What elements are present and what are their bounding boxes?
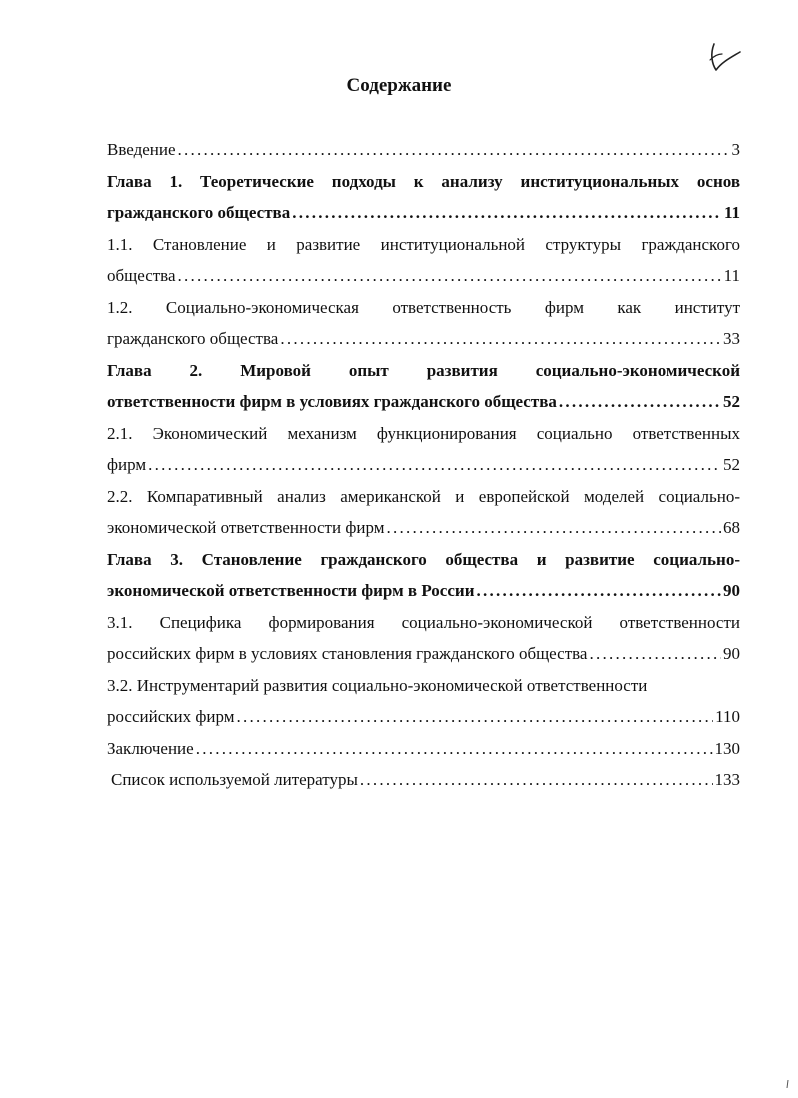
toc-entry-label: ответственности фирм в условиях гражданского общества [107,392,557,411]
toc-entry-label: общества [107,266,176,285]
toc-entry-bibliography [107,764,740,796]
toc-entry-label: гражданского общества [107,329,279,348]
toc-entry-title-line: Глава 2. Мировой опыт развития социально-экономической [107,360,740,380]
toc-entry-label: Заключение [107,738,194,758]
toc-page-number: 11 [723,203,740,222]
toc-page-number: 90 [723,581,740,600]
toc-entry-label: гражданского общества [107,203,291,222]
toc-entry-introduction [107,134,740,166]
page-title: Содержание [346,75,452,96]
toc-entry-label: Введение [107,140,176,159]
toc-entry-section-2-1 [107,418,740,481]
toc-entry-title-line: 1.2. Социально-экономическая ответственность фирм как институт [107,297,740,317]
toc-entry-title-line: 3.2. Инструментарий развития социально-экономической ответственности [107,675,648,695]
toc-entry-label: российских фирм [107,707,235,726]
dot-leader [292,197,722,229]
toc-entry-section-1-1 [107,229,740,292]
toc-page-number: 90 [723,644,740,663]
dot-leader [589,638,721,670]
toc-entry-title-line: Глава 1. Теоретические подходы к анализу институциональных основ [107,171,740,191]
toc-entry-label: экономической ответственности фирм [107,518,385,537]
toc-entry-label: Список используемой литературы [111,770,358,789]
dot-leader [386,512,721,544]
dot-leader [196,733,713,765]
dot-leader [236,701,713,733]
toc-page-number: 11 [723,266,740,285]
toc-page-number: 110 [715,707,740,726]
dot-leader [476,575,721,607]
toc-page-number: 52 [723,455,740,474]
toc-entry-title-line: 3.1. Специфика формирования социально-экономической ответственности [107,612,740,632]
toc-page-number: 3 [731,140,740,159]
toc-entry-label: фирм [107,455,147,474]
toc-entry-label: российских фирм в условиях становления гражданского общества [107,644,588,663]
toc-entry-title-line: Глава 3. Становление гражданского общества и развитие социально- [107,549,740,569]
dot-leader [559,386,721,418]
toc-entry-title-line: 1.1. Становление и развитие институциональной структуры гражданского [107,234,740,254]
toc-page-number: 133 [714,770,740,789]
toc-entry-chapter-2 [107,355,740,418]
toc-page-number: 52 [723,392,740,411]
table-of-contents [107,134,740,796]
toc-entry-label: экономической ответственности фирм в России [107,581,475,600]
toc-entry-section-1-2 [107,292,740,355]
toc-entry-section-3-2 [107,670,740,733]
toc-entry-section-2-2 [107,481,740,544]
dot-leader [148,449,721,481]
toc-page-number: 33 [723,329,740,348]
toc-entry-conclusion [107,733,740,765]
toc-page-number: 68 [723,518,740,537]
toc-page-number: 130 [714,738,740,758]
dot-leader [360,764,713,796]
toc-entry-chapter-3 [107,544,740,607]
toc-entry-title-line: 2.2. Компаративный анализ американской и европейской моделей социально- [107,486,740,506]
dot-leader [178,134,730,166]
handwritten-mark-icon [700,40,750,74]
toc-entry-chapter-1 [107,166,740,229]
toc-entry-title-line: 2.1. Экономический механизм функционирования социально ответственных [107,423,740,443]
scan-speck-icon [786,1080,790,1088]
dot-leader [178,260,722,292]
dot-leader [280,323,721,355]
toc-entry-section-3-1 [107,607,740,670]
